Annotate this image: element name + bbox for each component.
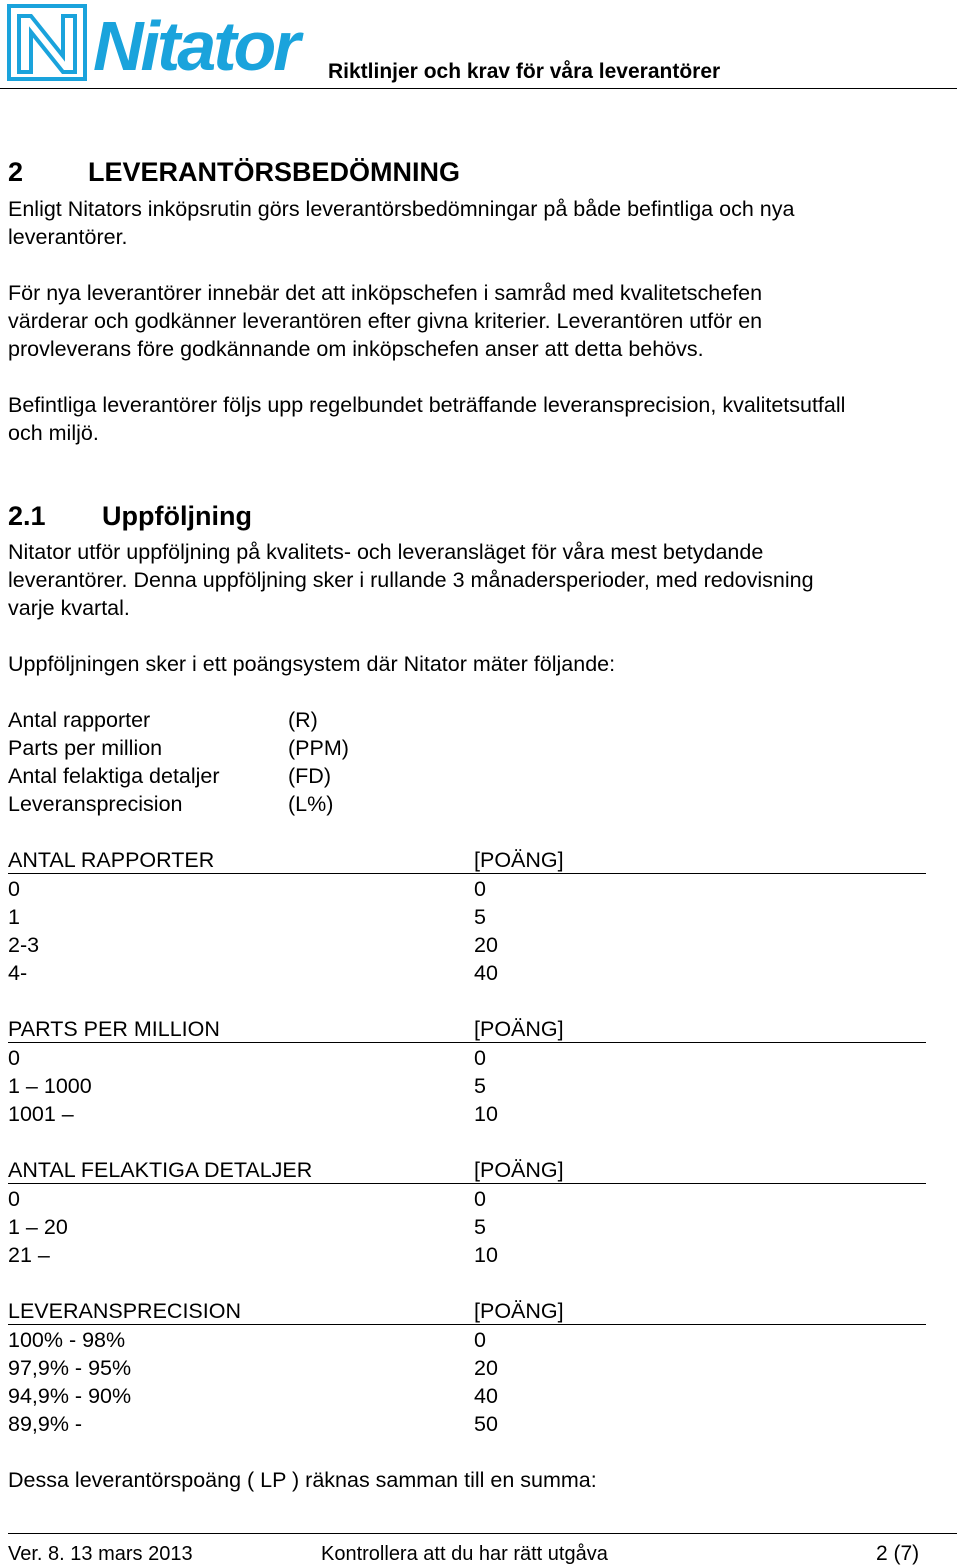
metric-name: Leveransprecision — [8, 792, 183, 816]
paragraph-line: leverantörer. Denna uppföljning sker i rullande 3 månadersperioder, med redovisning — [8, 568, 814, 592]
document-title: Riktlinjer och krav för våra leverantörer — [328, 60, 721, 83]
paragraph-line: leverantörer. — [8, 225, 128, 249]
table-rule — [8, 873, 926, 874]
page-number: 2 (7) — [876, 1542, 920, 1565]
metric-code: (FD) — [288, 764, 331, 788]
section-heading: LEVERANTÖRSBEDÖMNING — [88, 157, 461, 187]
paragraph-line: Nitator utför uppföljning på kvalitets- och leveransläget för våra mest betydande — [8, 540, 764, 564]
table-cell: 21 – — [8, 1243, 50, 1267]
metric-code: (L%) — [288, 792, 334, 816]
table-cell: 1 – 1000 — [8, 1074, 92, 1098]
table-header: ANTAL RAPPORTER — [8, 848, 215, 872]
metric-name: Antal felaktiga detaljer — [8, 764, 220, 788]
paragraph-line: och miljö. — [8, 421, 99, 445]
subsection-number: 2.1 — [8, 501, 46, 531]
metric-name: Parts per million — [8, 736, 163, 760]
table-cell: 20 — [474, 1356, 498, 1380]
paragraph-line: Enligt Nitators inköpsrutin görs leverantörsbedömningar på både befintliga och nya — [8, 197, 795, 221]
points-header: [POÄNG] — [474, 1158, 564, 1182]
table-cell: 5 — [474, 1215, 486, 1239]
subsection-heading: Uppföljning — [102, 501, 252, 531]
table-cell: 20 — [474, 933, 498, 957]
paragraph-line: värderar och godkänner leverantören efter givna kriterier. Leverantören utför en — [8, 309, 763, 333]
table-cell: 5 — [474, 905, 486, 929]
summary-text: Dessa leverantörspoäng ( LP ) räknas samman till en summa: — [8, 1468, 597, 1492]
table-cell: 100% - 98% — [8, 1328, 126, 1352]
nitator-logo-text: Nitator — [93, 7, 298, 85]
footer-notice: Kontrollera att du har rätt utgåva — [321, 1543, 608, 1565]
table-cell: 10 — [474, 1102, 498, 1126]
paragraph-line: provleverans före godkännande om inköpschefen anser att detta behövs. — [8, 337, 704, 361]
table-cell: 0 — [474, 1046, 486, 1070]
table-header: ANTAL FELAKTIGA DETALJER — [8, 1158, 313, 1182]
table-cell: 0 — [8, 1187, 20, 1211]
table-cell: 1 — [8, 905, 20, 929]
metric-code: (PPM) — [288, 736, 349, 760]
table-cell: 40 — [474, 1384, 498, 1408]
table-cell: 0 — [8, 1046, 20, 1070]
table-cell: 4- — [8, 961, 28, 985]
metric-name: Antal rapporter — [8, 708, 151, 732]
table-cell: 2-3 — [8, 933, 40, 957]
points-header: [POÄNG] — [474, 848, 564, 872]
table-cell: 0 — [474, 1328, 486, 1352]
footer-version: Ver. 8. 13 mars 2013 — [8, 1543, 193, 1565]
points-header: [POÄNG] — [474, 1017, 564, 1041]
section-number: 2 — [8, 157, 24, 187]
table-rule — [8, 1042, 926, 1043]
table-cell: 50 — [474, 1412, 498, 1436]
paragraph-line: Befintliga leverantörer följs upp regelbundet beträffande leveransprecision, kvalitetsutfall — [8, 393, 846, 417]
table-header: LEVERANSPRECISION — [8, 1299, 241, 1323]
points-header: [POÄNG] — [474, 1299, 564, 1323]
header-divider — [0, 88, 957, 89]
table-rule — [8, 1183, 926, 1184]
footer-divider — [8, 1533, 957, 1534]
table-header: PARTS PER MILLION — [8, 1017, 220, 1041]
table-cell: 94,9% - 90% — [8, 1384, 132, 1408]
metric-code: (R) — [288, 708, 318, 732]
table-cell: 10 — [474, 1243, 498, 1267]
table-cell: 1001 – — [8, 1102, 74, 1126]
table-cell: 1 – 20 — [8, 1215, 68, 1239]
table-rule — [8, 1324, 926, 1325]
nitator-logo-mark — [7, 4, 87, 81]
paragraph-line: varje kvartal. — [8, 596, 130, 620]
table-cell: 40 — [474, 961, 498, 985]
paragraph-line: Uppföljningen sker i ett poängsystem där Nitator mäter följande: — [8, 652, 616, 676]
table-cell: 0 — [474, 877, 486, 901]
table-cell: 5 — [474, 1074, 486, 1098]
table-cell: 0 — [474, 1187, 486, 1211]
table-cell: 97,9% - 95% — [8, 1356, 132, 1380]
paragraph-line: För nya leverantörer innebär det att inköpschefen i samråd med kvalitetschefen — [8, 281, 763, 305]
table-cell: 89,9% - — [8, 1412, 83, 1436]
table-cell: 0 — [8, 877, 20, 901]
